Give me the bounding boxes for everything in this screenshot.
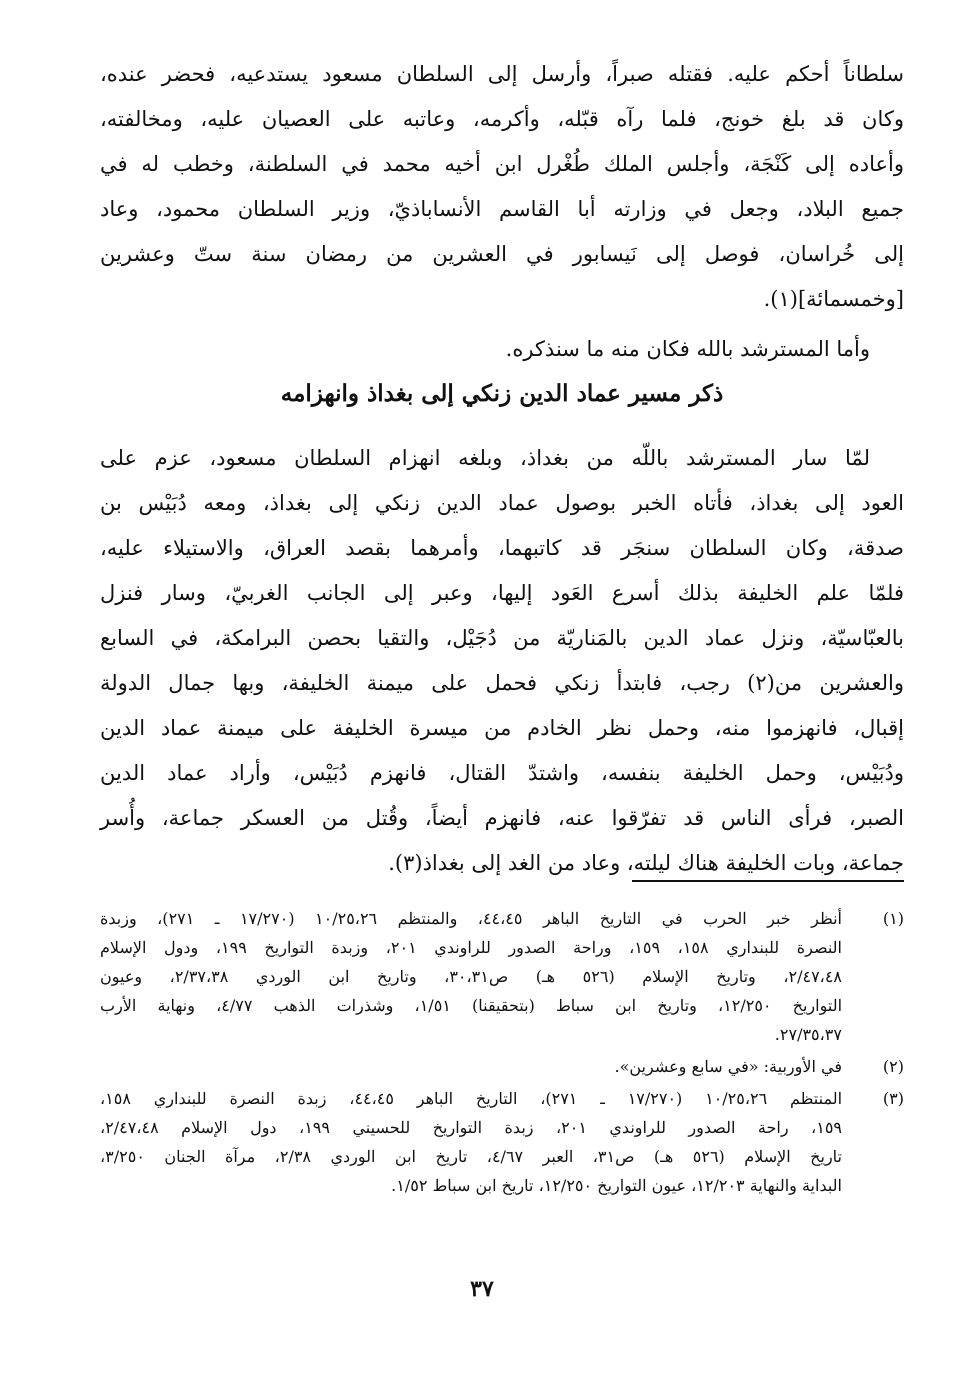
footnote-body <box>100 904 842 1049</box>
paragraph-3-line: العود إلى بغداذ، فأتاه الخبر بوصول عماد الدين زنكي إلى بغداذ، ومعه دُبَيْس بن <box>100 491 904 515</box>
footnote-line: المنتظم ١٠/٢٥،٢٦ (١٧/٢٧٠ ـ ٢٧١)، التاريخ الباهر ٤٤،٤٥، زبدة النصرة للبنداري ١٥٨، <box>100 1089 843 1108</box>
footnotes <box>100 904 904 1203</box>
footnote-body <box>100 1052 842 1081</box>
footnote-1 <box>100 904 904 1049</box>
paragraph-3 <box>100 436 904 886</box>
footnote-line: أنظر خبر الحرب في التاريخ الباهر ٤٤،٤٥، والمنتظم ١٠/٢٥،٢٦ (١٧/٢٧٠ ـ ٢٧١)، وزبدة <box>100 909 842 928</box>
paragraph-1 <box>100 52 904 322</box>
footnote-divider <box>632 880 904 882</box>
section-heading: ذكر مسير عماد الدين زنكي إلى بغداذ وانهزامه <box>280 380 724 407</box>
footnote-number: (٢) <box>882 1057 904 1076</box>
paragraph-1-line: وكان قد بلغ خونج، فلما رآه قبّله، وأكرمه، وعاتبه على العصيان عليه، ومخالفته، <box>100 107 904 131</box>
footnote-line: تاريخ الإسلام (٥٢٦ هـ) ص٣١، العبر ٤/٦٧، تاريخ ابن الوردي ٢/٣٨، مرآة الجنان ٣/٢٥٠، <box>100 1147 842 1166</box>
paragraph-3-line: فلمّا علم الخليفة بذلك أسرع العَود إليها، وعبر إلى الجانب الغربيّ، وسار فنزل <box>100 581 904 605</box>
footnote-line: ٢٧/٣٥،٣٧. <box>774 1025 842 1044</box>
paragraph-3-line: صدقة، وكان السلطان سنجَر قد كاتبهما، وأمرهما بقصد العراق، والاستيلاء عليه، <box>100 536 904 560</box>
paragraph-2-text: وأما المسترشد بالله فكان منه ما سنذكره. <box>505 337 870 361</box>
footnote-line: ١٥٩، راحة الصدور للراوندي ٢٠١، زبدة التواريخ للحسيني ١٩٩، دول الإسلام ٢/٤٧،٤٨، <box>100 1118 842 1137</box>
footnote-line: البداية والنهاية ١٢/٢٠٣، عيون التواريخ ١٢/٢٥٠، تاريخ ابن سباط ١/٥٢. <box>391 1176 842 1195</box>
footnote-3 <box>100 1084 904 1200</box>
paragraph-1-line: سلطاناً أحكم عليه. فقتله صبراً، وأرسل إلى السلطان مسعود يستدعيه، فحضر عنده، <box>100 62 904 86</box>
paragraph-1-line: وأعاده إلى كَنْجَة، وأجلس الملك طُغْرل ابن أخيه محمد في السلطنة، وخطب له في <box>100 152 904 176</box>
footnote-line: في الأوربية: «في سابع وعشرين». <box>614 1057 842 1076</box>
paragraph-3-line: لمّا سار المسترشد باللّه من بغداذ، وبلغه انهزام السلطان مسعود، عزم على <box>100 446 870 470</box>
footnote-line: النصرة للبنداري ١٥٨، ١٥٩، وراحة الصدور للراوندي ٢٠١، وزبدة التواريخ ١٩٩، ودول الإسلام <box>100 938 842 957</box>
paragraph-3-line: إقبال، فانهزموا منه، وحمل نظر الخادم من ميسرة الخليفة على ميمنة عماد الدين <box>100 716 904 740</box>
paragraph-3-line: والعشرين من(٢) رجب، فابتدأ زنكي فحمل على ميمنة الخليفة، وبها جمال الدولة <box>100 671 905 695</box>
footnote-number: (٣) <box>882 1089 904 1108</box>
paragraph-3-line: الصبر، فرأى الناس قد تفرّقوا عنه، فانهزم أيضاً، وقُتل من العسكر جماعة، وأُسر <box>100 806 904 830</box>
footnote-line: التواريخ ١٢/٢٥٠، وتاريخ ابن سباط (بتحقيقنا) ١/٥١، وشذرات الذهب ٤/٧٧، ونهاية الأرب <box>100 996 843 1015</box>
footnote-2 <box>100 1052 904 1081</box>
paragraph-3-line: ودُبَيْس، وحمل الخليفة بنفسه، واشتدّ القتال، فانهزم دُبَيْس، وأراد عماد الدين <box>100 761 904 785</box>
paragraph-1-line: جميع البلاد، وجعل في وزارته أبا القاسم الأنساباذيّ، وزير السلطان محمود، وعاد <box>100 197 904 221</box>
paragraph-3-line: بالعبّاسيّة، ونزل عماد الدين بالمَناريّة من دُجَيْل، والتقيا بحصن البرامكة، في السابع <box>100 626 904 650</box>
paragraph-3-line: جماعة، وبات الخليفة هناك ليلته، وعاد من الغد إلى بغداذ(٣). <box>388 851 904 875</box>
footnote-line: ٢/٤٧،٤٨، وتاريخ الإسلام (٥٢٦ هـ) ص٣٠،٣١، وتاريخ ابن الوردي ٢/٣٧،٣٨، وعيون <box>100 967 843 986</box>
footnote-body <box>100 1084 842 1200</box>
page-number: ٣٧ <box>470 1276 494 1302</box>
paragraph-2 <box>100 327 904 372</box>
paragraph-1-line: [وخمسمائة](١). <box>763 287 904 311</box>
footnote-number: (١) <box>882 909 904 928</box>
paragraph-1-line: إلى خُراسان، فوصل إلى نَيسابور في العشرين من رمضان سنة ستّ وعشرين <box>100 242 904 266</box>
